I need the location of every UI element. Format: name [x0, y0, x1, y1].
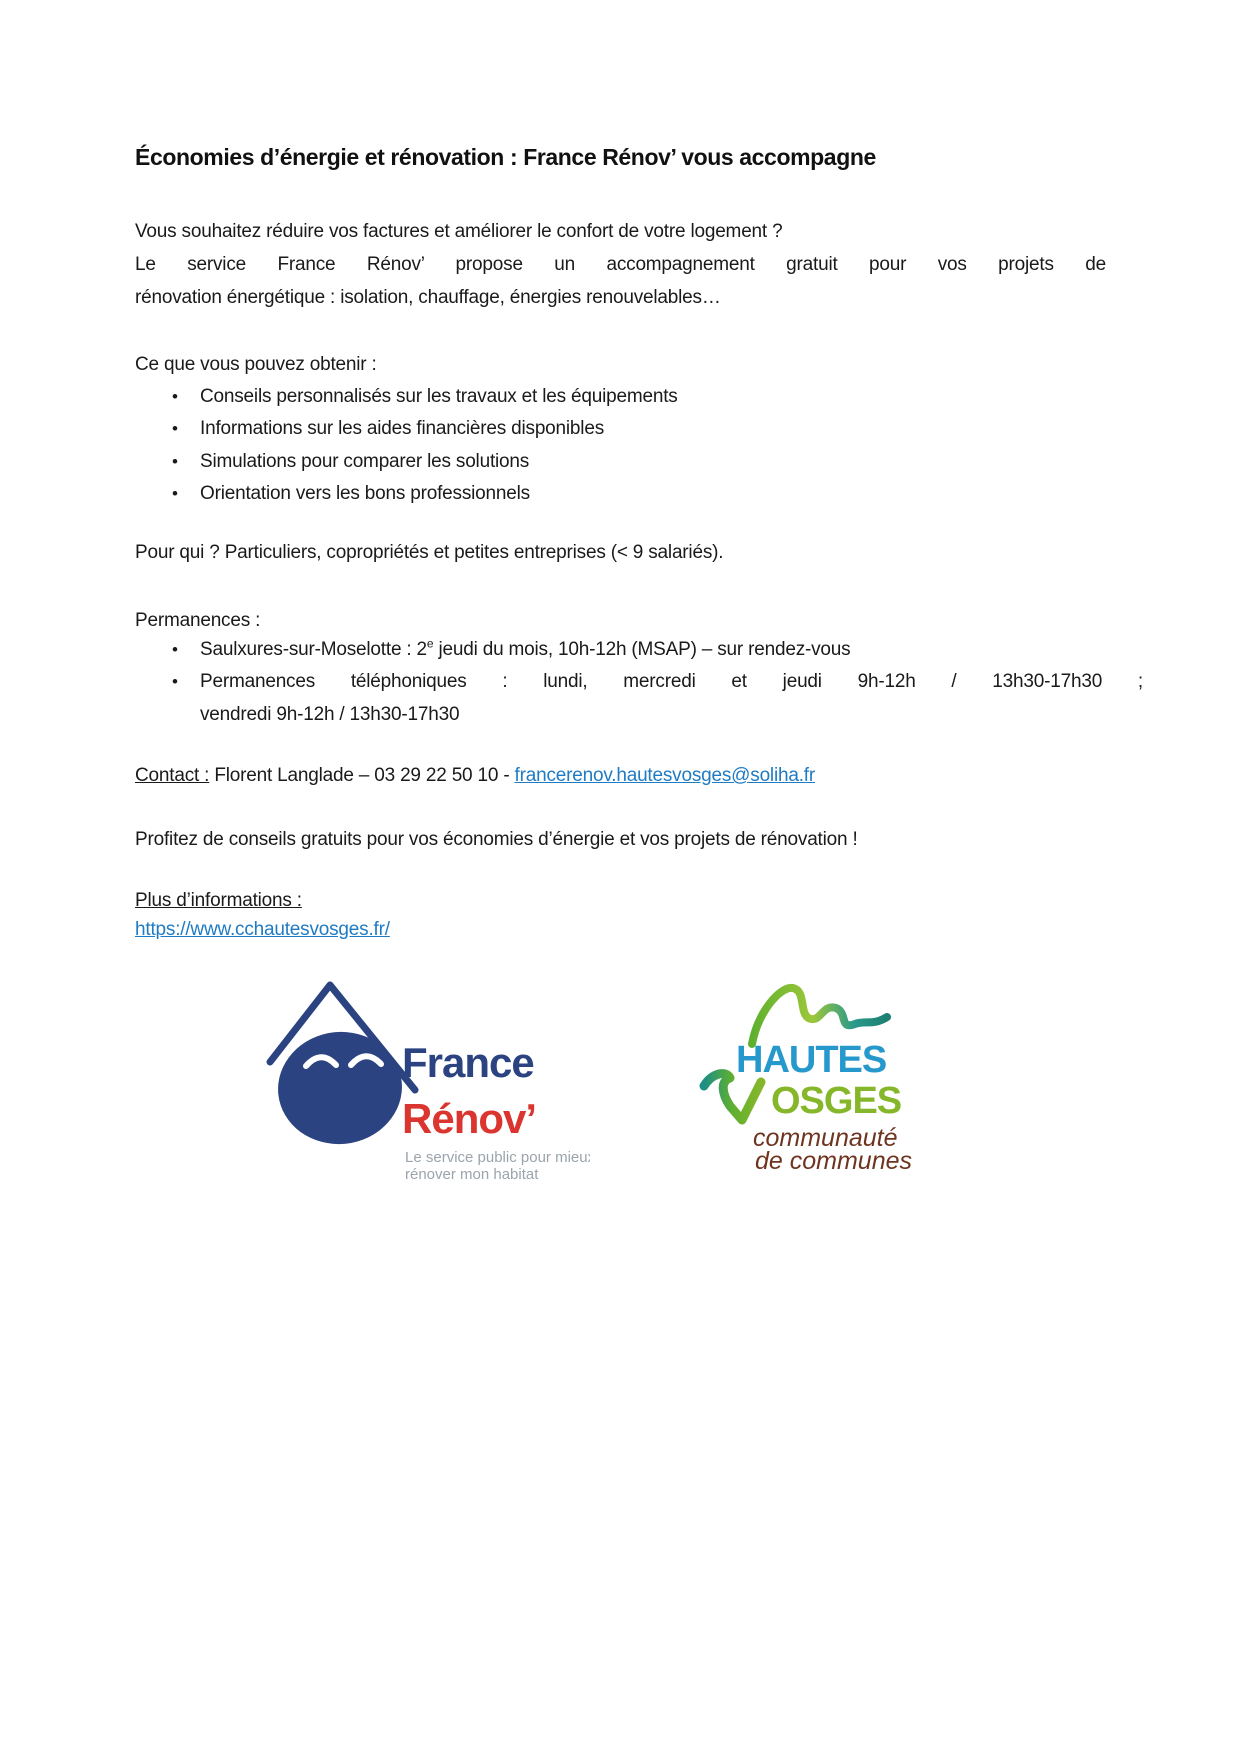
ordinal-superscript: e: [426, 636, 434, 651]
communaute-text: communauté: [753, 1124, 898, 1152]
list-item: [172, 446, 1143, 478]
france-renov-logo-graphic: [256, 978, 590, 1184]
benefit-text: Orientation vers les bons professionnels: [200, 482, 530, 504]
hautes-wordmark: HAUTES: [736, 1039, 887, 1081]
contact-text: Florent Langlade – 03 29 22 50 10 -: [209, 765, 515, 786]
permanence-text: jeudi du mois, 10h-12h (MSAP) – sur rendez-vous: [433, 639, 851, 660]
bullet-icon: •: [172, 387, 178, 406]
de-communes-text: de communes: [755, 1147, 913, 1175]
face-icon: [272, 1026, 407, 1150]
list-item: [172, 634, 1143, 666]
bullet-icon: •: [172, 451, 178, 471]
benefit-text: Conseils personnalisés sur les travaux et les équipements: [200, 386, 678, 407]
france-renov-wordmark-1: France: [402, 1039, 534, 1086]
benefit-text: Simulations pour comparer les solutions: [200, 450, 530, 472]
contact-line: [135, 759, 1106, 792]
benefit-text: Informations sur les aides financières disponibles: [200, 418, 604, 440]
list-item: [172, 666, 1143, 731]
france-renov-logo: [256, 978, 590, 1184]
bullet-icon: •: [172, 672, 178, 692]
more-info-line: [135, 913, 1106, 946]
permanence-text: Saulxures-sur-Moselotte : 2: [200, 639, 427, 660]
france-renov-wordmark-2: Rénov’: [402, 1095, 537, 1142]
contact-label: Contact :: [135, 765, 210, 786]
intro-line-3: rénovation énergétique : isolation, chauffage, énergies renouvelables…: [135, 287, 721, 308]
hautes-vosges-logo-graphic: [640, 978, 930, 1188]
website-link[interactable]: https://www.cchautesvosges.fr/: [135, 919, 390, 940]
benefits-heading: Ce que vous pouvez obtenir :: [135, 354, 377, 375]
intro-paragraph: [135, 215, 1106, 314]
list-item: [172, 413, 1143, 445]
permanence-tel-line-2: vendredi 9h-12h / 13h30-17h30: [200, 703, 460, 725]
vosges-wordmark: OSGES: [771, 1080, 902, 1122]
hautes-vosges-logo: [640, 978, 930, 1188]
page-title: Économies d’énergie et rénovation : France Rénov’ vous accompagne: [135, 144, 876, 170]
france-renov-tagline-1: Le service public pour mieux: [405, 1149, 590, 1166]
bullet-icon: •: [172, 419, 178, 439]
bullet-icon: •: [172, 483, 178, 503]
list-item: [172, 381, 1143, 413]
permanence-saulxures: [200, 634, 1143, 666]
audience-line: Pour qui ? Particuliers, copropriétés et petites entreprises (< 9 salariés).: [135, 542, 724, 563]
benefits-list: [135, 381, 1143, 510]
closing-line: Profitez de conseils gratuits pour vos économies d’énergie et vos projets de rénovation !: [135, 829, 858, 850]
permanence-tel-line-1: Permanences téléphoniques : lundi, mercredi et jeudi 9h-12h / 13h30-17h30 ;: [200, 671, 1143, 693]
contact-email-link[interactable]: francerenov.hautesvosges@soliha.fr: [514, 765, 815, 786]
france-renov-tagline-2: rénover mon habitat: [405, 1166, 539, 1183]
permanence-telephonique: [200, 666, 1143, 731]
intro-line-2: Le service France Rénov’ propose un accompagnement gratuit pour vos projets de: [135, 254, 1106, 275]
more-info-label: Plus d’informations :: [135, 890, 302, 911]
mountain-ribbon-icon: [752, 988, 887, 1044]
permanences-list: [135, 634, 1143, 731]
intro-line-1: Vous souhaitez réduire vos factures et améliorer le confort de votre logement ?: [135, 221, 783, 242]
bullet-icon: •: [172, 640, 178, 659]
permanences-heading: Permanences :: [135, 610, 261, 631]
list-item: [172, 478, 1143, 510]
